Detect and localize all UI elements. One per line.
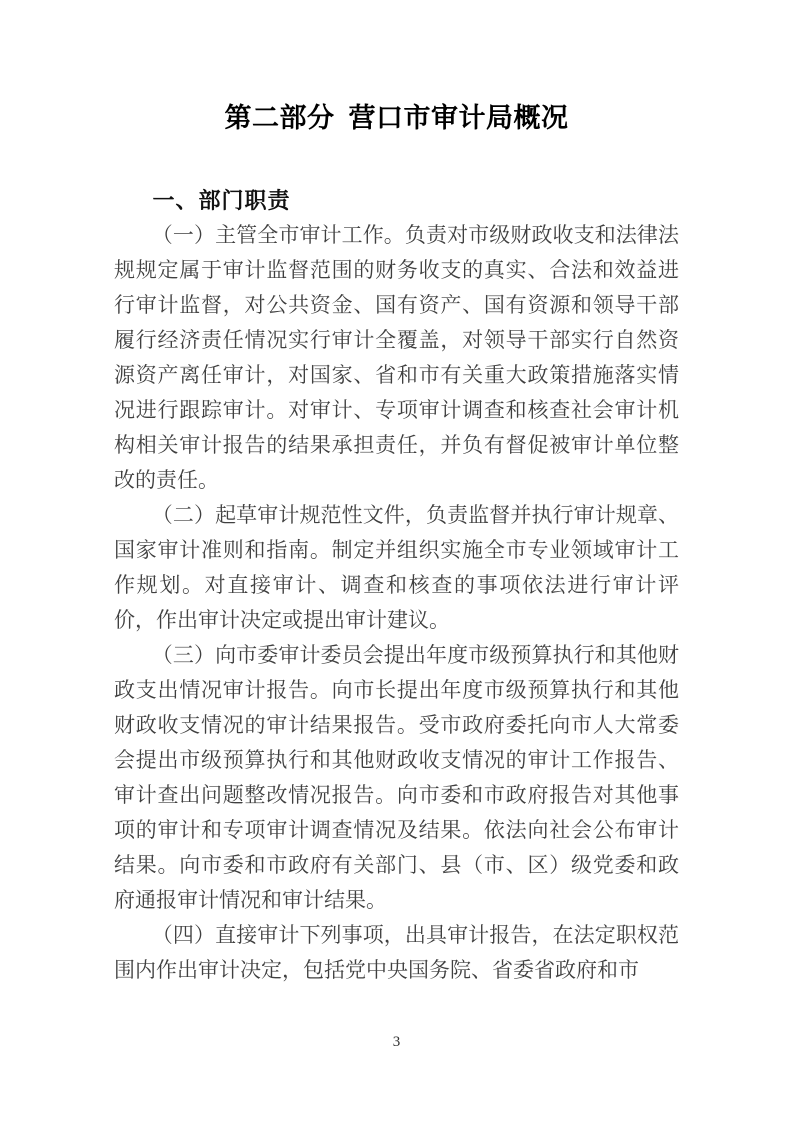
page-number: 3 bbox=[392, 1034, 401, 1050]
paragraph-duty-4: （四）直接审计下列事项，出具审计报告，在法定职权范围内作出审计决定，包括党中央国务院、省委省政府和市 bbox=[114, 923, 679, 982]
section-heading: 一、部门职责 bbox=[152, 188, 291, 213]
paragraph-duty-3: （三）向市委审计委员会提出年度市级预算执行和其他财政支出情况审计报告。向市长提出年度市级预算执行和其他财政收支情况的审计结果报告。受市政府委托向市人大常委会提出市级预算执行和其他财政收支情况的审计工作报告、审计查出问题整改情况报告。向市委和市政府报告对其他事项的审计和专项审计调查情况及结果。依法向社会公布审计结果。向市委和市政府有关部门、县（市、区）级党委和政府通报审计情况和审计结果。 bbox=[114, 643, 679, 912]
document-body bbox=[114, 218, 679, 988]
paragraph-duty-1: （一）主管全市审计工作。负责对市级财政收支和法律法规规定属于审计监督范围的财务收支的真实、合法和效益进行审计监督，对公共资金、国有资产、国有资源和领导干部履行经济责任情况实行审计全覆盖，对领导干部实行自然资源资产离任审计，对国家、省和市有关重大政策措施落实情况进行跟踪审计。对审计、专项审计调查和核查社会审计机构相关审计报告的结果承担责任，并负有督促被审计单位整改的责任。 bbox=[114, 223, 679, 492]
document-title: 第二部分 营口市审计局概况 bbox=[224, 103, 569, 133]
paragraph-duty-2: （二）起草审计规范性文件，负责监督并执行审计规章、国家审计准则和指南。制定并组织实施全市专业领域审计工作规划。对直接审计、调查和核查的事项依法进行审计评价，作出审计决定或提出审计建议。 bbox=[114, 503, 679, 632]
